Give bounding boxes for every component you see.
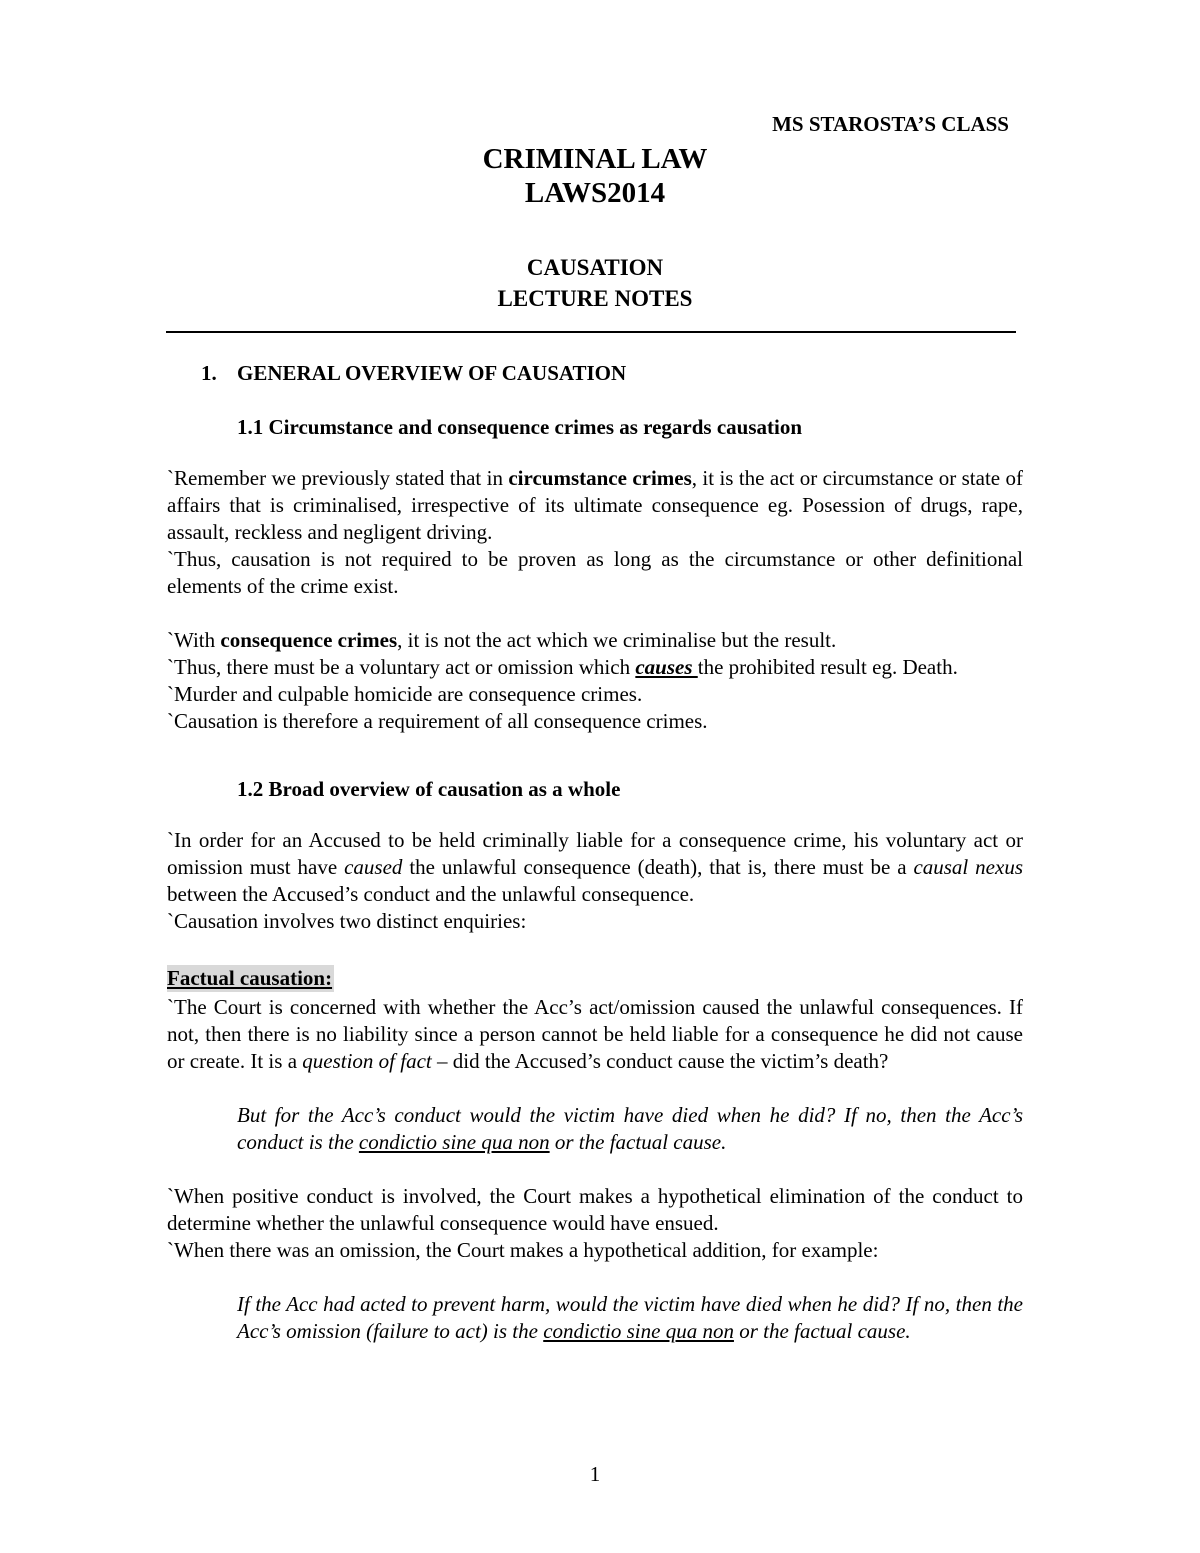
paragraph-circumstance-crimes: `Remember we previously stated that in circumstance crimes, it is the act or circumstance or state of affairs that is criminalised, irrespective of its ultimate consequence eg. Posession of drugs, rape, assault, reckless and negligent driving. <box>167 466 1023 544</box>
subsection-heading-1-2: 1.2 Broad overview of causation as a whole <box>237 777 621 801</box>
class-name: MS STAROSTA’S CLASS <box>772 112 1009 136</box>
paragraph-factual-causation: `The Court is concerned with whether the Acc’s act/omission caused the unlawful consequences. If not, then there is no liability since a person cannot be held liable for a consequence he did not cause or create. It is a question of fact – did the Accused’s conduct cause the victim’s death? <box>167 995 1023 1073</box>
page-number: 1 <box>589 1462 601 1486</box>
paragraph-omission: `When there was an omission, the Court makes a hypothetical addition, for example: <box>167 1238 879 1262</box>
term-circumstance-crimes: circumstance crimes <box>508 466 692 490</box>
term-consequence-crimes: consequence crimes <box>220 628 398 652</box>
quote-but-for-test: But for the Acc’s conduct would the victim have died when he did? If no, then the Acc’s conduct is the condictio sine qua non or the factual cause. <box>237 1103 1023 1154</box>
paragraph-voluntary-act: `Thus, there must be a voluntary act or omission which causes the prohibited result eg. Death. <box>167 655 958 679</box>
factual-causation-label-row <box>167 965 1023 994</box>
title-block <box>0 142 1190 314</box>
paragraph-two-enquiries: `Causation involves two distinct enquiries: <box>167 909 527 933</box>
paragraph-causation-requirement: `Causation is therefore a requirement of all consequence crimes. <box>167 709 708 733</box>
document-title: CRIMINAL LAW <box>482 143 708 175</box>
quote-omission-test: If the Acc had acted to prevent harm, would the victim have died when he did? If no, then the Acc’s omission (failure to act) is the condictio sine qua non or the factual cause. <box>237 1292 1023 1343</box>
section-number: 1. <box>201 361 217 385</box>
document-subtitle: LECTURE NOTES <box>497 286 693 311</box>
term-causes: causes <box>635 655 698 679</box>
section-heading <box>167 358 1023 388</box>
topic-title: CAUSATION <box>526 255 664 280</box>
section-title: GENERAL OVERVIEW OF CAUSATION <box>237 361 627 385</box>
paragraph-consequence-crimes: `With consequence crimes, it is not the act which we criminalise but the result. <box>167 628 837 652</box>
title-divider <box>166 331 1016 333</box>
paragraph-positive-conduct: `When positive conduct is involved, the Court makes a hypothetical elimination of the conduct to determine whether the unlawful consequence would have ensued. <box>167 1184 1023 1235</box>
paragraph-murder: `Murder and culpable homicide are consequence crimes. <box>167 682 643 706</box>
factual-causation-label: Factual causation: <box>167 966 333 990</box>
paragraph-causal-nexus: `In order for an Accused to be held criminally liable for a consequence crime, his voluntary act or omission must have caused the unlawful consequence (death), that is, there must be a causal nexus between the Accused’s conduct and the unlawful consequence. <box>167 828 1023 906</box>
main-content <box>167 358 1023 1345</box>
paragraph-causation-not-required: `Thus, causation is not required to be proven as long as the circumstance or other definitional elements of the crime exist. <box>167 547 1023 598</box>
course-code: LAWS2014 <box>524 177 666 209</box>
subsection-heading-1-1: 1.1 Circumstance and consequence crimes as regards causation <box>237 415 803 439</box>
